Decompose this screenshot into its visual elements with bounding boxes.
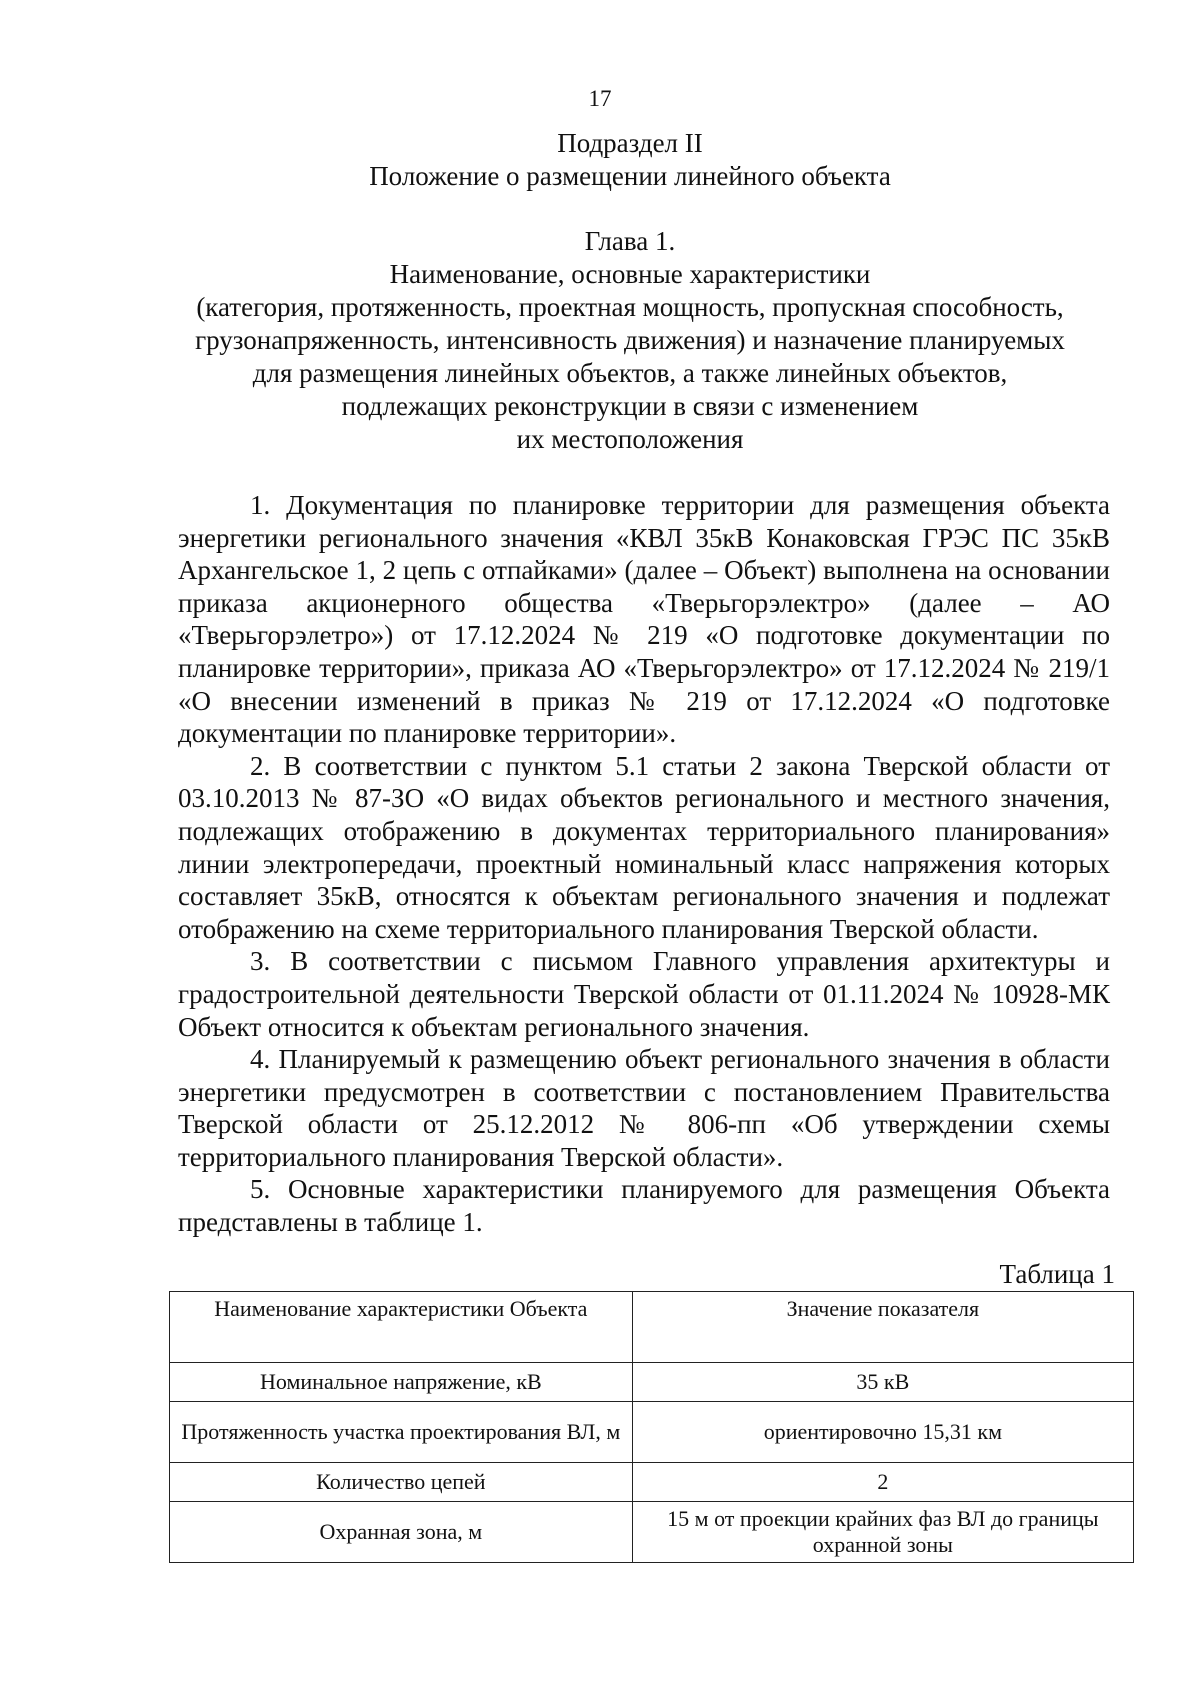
chapter-heading-line: (категория, протяженность, проектная мощность, пропускная способность,	[196, 292, 1064, 322]
chapter-heading-line: для размещения линейных объектов, а также линейных объектов,	[252, 358, 1008, 388]
table-cell: 35 кВ	[632, 1363, 1133, 1402]
paragraph-1: 1. Документация по планировке территории для размещения объекта энергетики регионального значения «КВЛ 35кВ Конаковская ГРЭС ПС 35кВ Архангельское 1, 2 цепь с отпайками» (далее – Объект) выполнена на основании приказа акционерного общества «Тверьгорэлектро» (далее – АО «Тверьгорэлетро») от 17.12.2024 № 219 «О подготовке документации по планировке территории», приказа АО «Тверьгорэлектро» от 17.12.2024 № 219/1 «О внесении изменений в приказ № 219 от 17.12.2024 «О подготовке документации по планировке территории».	[178, 490, 1110, 749]
paragraph-4: 4. Планируемый к размещению объект регионального значения в области энергетики предусмотрен в соответствии с постановлением Правительства Тверской области от 25.12.2012 № 806-пп «Об утверждении схемы территориального планирования Тверской области».	[178, 1044, 1110, 1172]
document-body	[178, 489, 1110, 1239]
chapter-heading-line: подлежащих реконструкции в связи с изменением	[341, 391, 919, 421]
table-cell: Номинальное напряжение, кВ	[170, 1363, 633, 1402]
paragraph-3: 3. В соответствии с письмом Главного управления архитектуры и градостроительной деятельности Тверской области от 01.11.2024 № 10928-МК Объект относится к объектам регионального значения.	[178, 946, 1110, 1042]
chapter-heading-line: грузонапряженность, интенсивность движения) и назначение планируемых	[195, 325, 1065, 355]
characteristics-table	[169, 1291, 1134, 1563]
table-cell: Количество цепей	[170, 1463, 633, 1502]
table-row	[170, 1502, 1134, 1563]
paragraph-2: 2. В соответствии с пунктом 5.1 статьи 2 закона Тверской области от 03.10.2013 № 87-ЗО «О видах объектов регионального и местного значения, подлежащих отображению в документах территориального планирования» линии электропередачи, проектный номинальный класс напряжения которых составляет 35кВ, относятся к объектам регионального значения и подлежат отображению на схеме территориального планирования Тверской области.	[178, 750, 1110, 944]
table-header-row	[170, 1292, 1134, 1363]
subsection-subtitle: Положение о размещении линейного объекта	[369, 161, 891, 191]
table-row	[170, 1463, 1134, 1502]
table-header-cell: Значение показателя	[632, 1292, 1133, 1363]
table-cell: 15 м от проекции крайних фаз ВЛ до границы охранной зоны	[632, 1502, 1133, 1563]
table-row	[170, 1402, 1134, 1463]
chapter-heading-line: их местоположения	[516, 424, 744, 454]
table-caption: Таблица 1	[999, 1259, 1115, 1289]
subsection-title: Подраздел II	[557, 128, 703, 158]
table-cell: Охранная зона, м	[170, 1502, 633, 1563]
paragraph-5: 5. Основные характеристики планируемого для размещения Объекта представлены в таблице 1.	[178, 1174, 1110, 1238]
chapter-heading-line: Наименование, основные характеристики	[389, 259, 871, 289]
subsection-heading	[150, 127, 1110, 193]
table-row	[170, 1363, 1134, 1402]
table-cell: ориентировочно 15,31 км	[632, 1402, 1133, 1463]
chapter-heading	[150, 225, 1110, 456]
chapter-title: Глава 1.	[584, 226, 676, 256]
table-cell: Протяженность участка проектирования ВЛ, м	[170, 1402, 633, 1463]
page-number: 17	[588, 86, 612, 111]
table-header-cell: Наименование характеристики Объекта	[170, 1292, 633, 1363]
table-cell: 2	[632, 1463, 1133, 1502]
